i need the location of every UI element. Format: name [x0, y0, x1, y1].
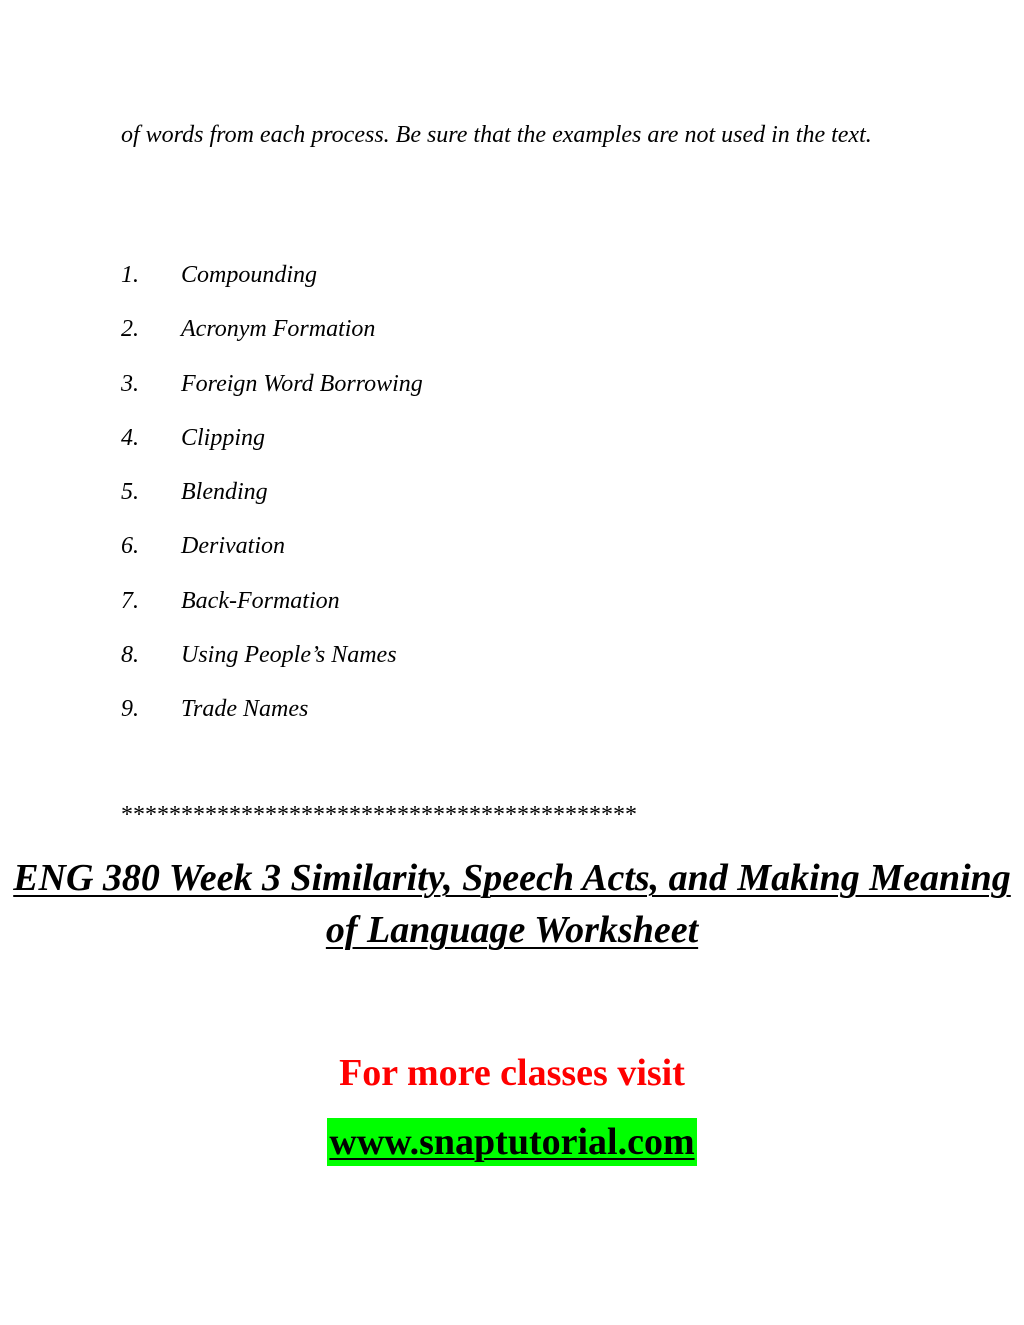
website-link[interactable]: www.snaptutorial.com	[327, 1118, 696, 1166]
list-item-label: Compounding	[181, 262, 318, 288]
list-item-number: 6.	[121, 533, 139, 560]
list-item	[121, 311, 423, 365]
list-item	[121, 528, 423, 582]
list-item-number: 8.	[121, 641, 139, 668]
list-item-number: 1.	[121, 262, 139, 288]
list-item	[121, 420, 423, 474]
list-item-label: Trade Names	[181, 696, 309, 722]
page-title: ENG 380 Week 3 Similarity, Speech Acts, and Making Meaning of Language Worksheet	[13, 857, 1011, 951]
list-item-label: Back-Formation	[181, 587, 340, 614]
list-item-number: 4.	[121, 424, 139, 451]
list-item-label: Clipping	[181, 424, 266, 451]
list-item	[121, 474, 423, 528]
list-item-label: Derivation	[181, 533, 285, 560]
list-item-number: 7.	[121, 587, 139, 614]
list-item-number: 9.	[121, 696, 139, 722]
list-item	[121, 691, 423, 745]
list-item-label: Using People’s Names	[181, 641, 397, 668]
list-item	[121, 257, 423, 311]
list-item-number: 2.	[121, 316, 139, 343]
intro-paragraph: of words from each process. Be sure that the examples are not used in the text.	[121, 122, 872, 148]
word-process-list	[121, 257, 423, 745]
list-item-number: 3.	[121, 370, 139, 397]
list-item	[121, 637, 423, 691]
list-item-number: 5.	[121, 479, 139, 505]
list-item	[121, 366, 423, 420]
promo-text: For more classes visit	[339, 1052, 685, 1094]
list-item	[121, 583, 423, 637]
list-item-label: Acronym Formation	[181, 316, 376, 343]
list-item-label: Foreign Word Borrowing	[181, 370, 423, 397]
list-item-label: Blending	[181, 479, 268, 505]
link-container	[0, 1118, 1024, 1166]
asterisk-separator: *******************************************	[121, 802, 637, 828]
